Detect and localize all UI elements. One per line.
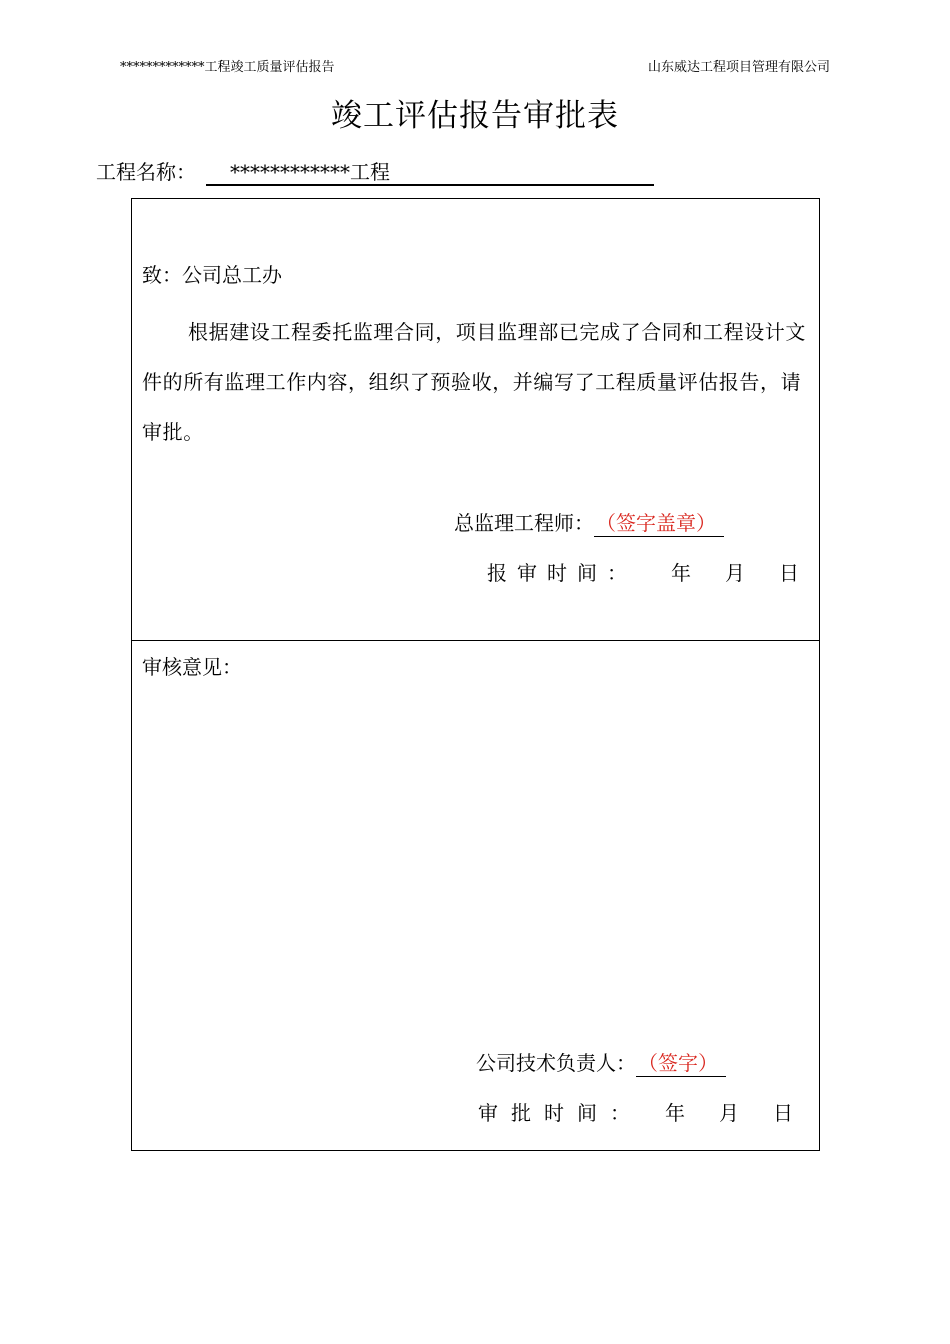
review-opinion-label: 审核意见： bbox=[142, 655, 242, 679]
submission-date-row bbox=[487, 557, 799, 586]
technical-director-label: 公司技术负责人： bbox=[476, 1051, 636, 1075]
submission-month-label: 月 bbox=[725, 561, 745, 585]
chief-supervisor-signature-row bbox=[454, 507, 724, 537]
header-report-name: *************工程竣工质量评估报告 bbox=[120, 60, 335, 75]
technical-director-signature-row bbox=[476, 1047, 726, 1077]
technical-director-signature-field[interactable]: （签字） bbox=[636, 1047, 726, 1077]
page-title: 竣工评估报告审批表 bbox=[331, 98, 619, 134]
submission-year-label: 年 bbox=[671, 561, 691, 585]
approval-year-label: 年 bbox=[665, 1101, 685, 1125]
approval-form-table bbox=[131, 198, 820, 1151]
approval-day-label: 日 bbox=[773, 1101, 793, 1125]
approval-date-row bbox=[478, 1097, 793, 1126]
approval-month-label: 月 bbox=[719, 1101, 739, 1125]
chief-supervisor-label: 总监理工程师： bbox=[454, 511, 594, 535]
submission-body-text: 根据建设工程委托监理合同，项目监理部已完成了合同和工程设计文件的所有监理工作内容，组织了预验收，并编写了工程质量评估报告，请审批。 bbox=[142, 320, 806, 444]
project-name-label: 工程名称： bbox=[96, 160, 196, 184]
submission-date-label: 报审时间： bbox=[487, 561, 637, 585]
project-name-value: ************工程 bbox=[230, 160, 390, 184]
chief-supervisor-signature-field[interactable]: （签字盖章） bbox=[594, 507, 724, 537]
project-name-underline bbox=[206, 184, 654, 186]
submission-day-label: 日 bbox=[779, 561, 799, 585]
recipient-line: 致：公司总工办 bbox=[142, 263, 282, 287]
header-company-name: 山东威达工程项目管理有限公司 bbox=[647, 60, 830, 75]
approval-date-label: 审批时间： bbox=[478, 1101, 643, 1125]
section-divider bbox=[132, 640, 819, 641]
